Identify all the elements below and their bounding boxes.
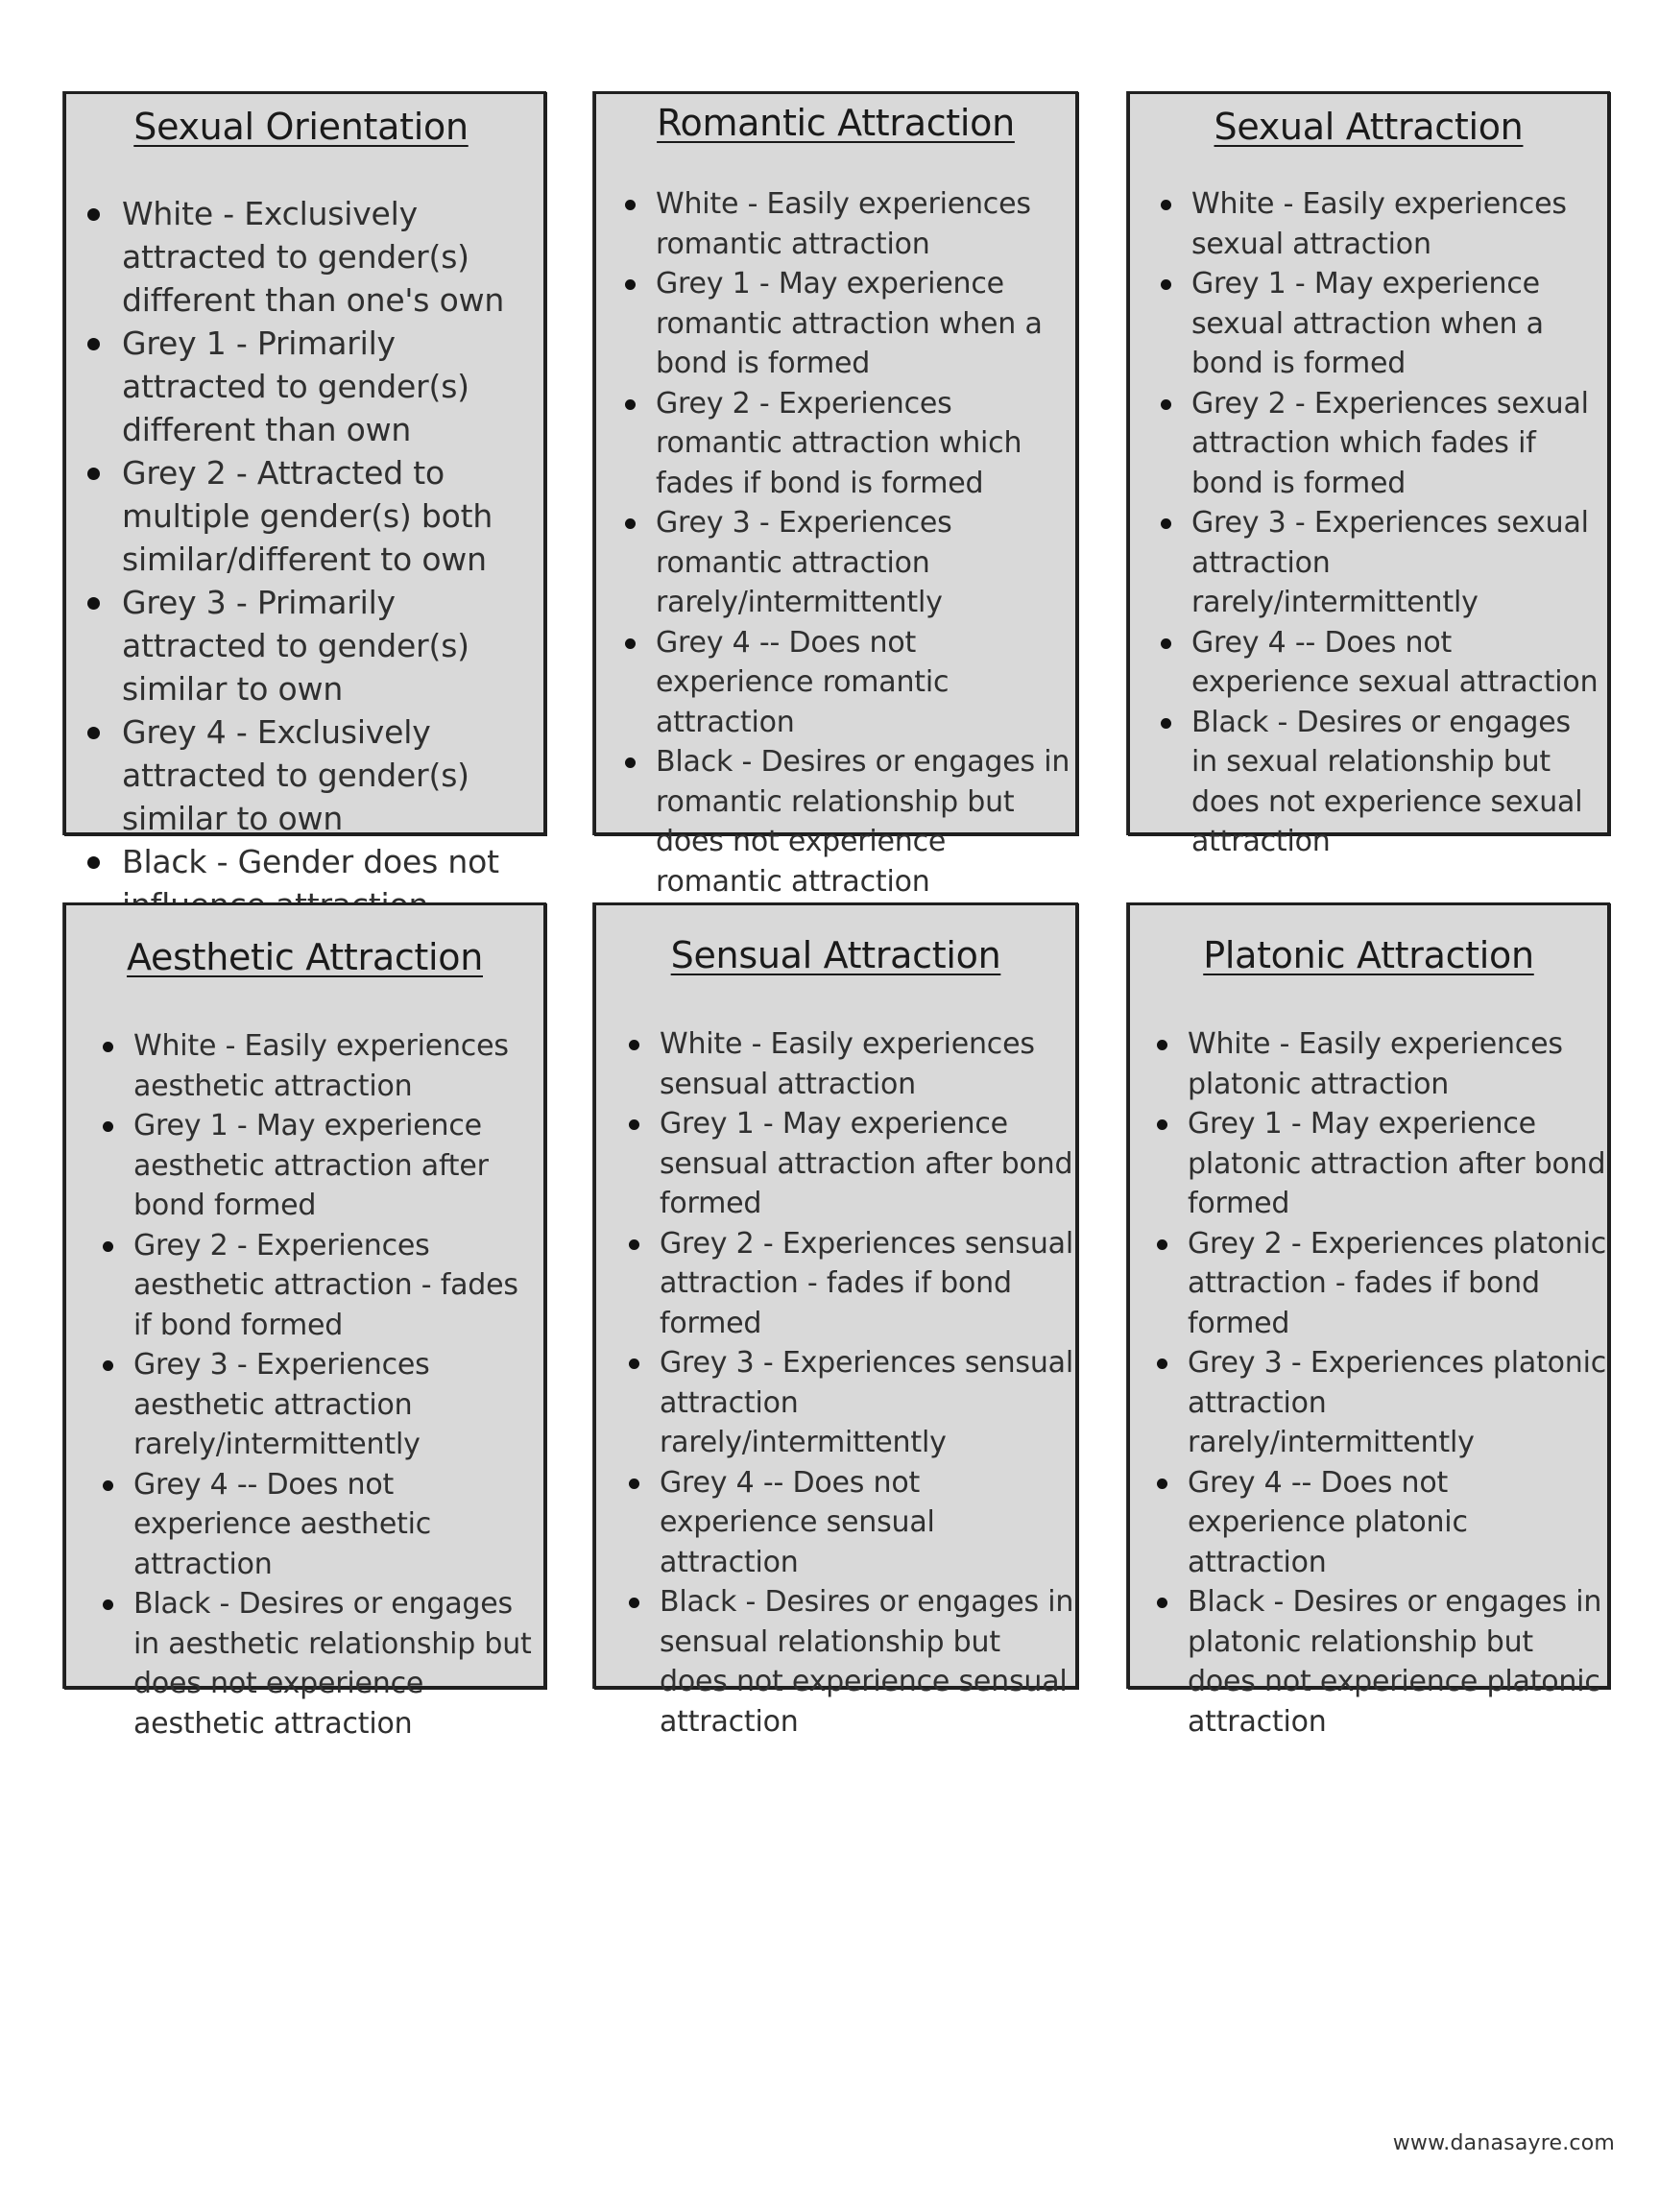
card-title: Aesthetic Attraction: [126, 936, 483, 978]
card-item-list: [596, 184, 1075, 902]
list-item: Grey 2 - Experiences romantic attraction which fades if bond is formed: [596, 384, 1075, 504]
list-item: White - Easily experiences sensual attraction: [596, 1024, 1075, 1104]
list-item: Grey 1 - May experience aesthetic attraction after bond formed: [66, 1106, 543, 1226]
card-title: Sensual Attraction: [670, 934, 1001, 976]
card-title: Sexual Orientation: [133, 106, 469, 148]
card-item-list: [1130, 1024, 1607, 1742]
list-item: Grey 4 - Exclusively attracted to gender(s) similar to own: [66, 710, 543, 840]
list-item: Grey 4 -- Does not experience romantic attraction: [596, 623, 1075, 743]
list-item: White - Exclusively attracted to gender(s) different than one's own: [66, 192, 543, 322]
list-item: Grey 2 - Experiences sexual attraction which fades if bond is formed: [1130, 384, 1607, 504]
list-item: Black - Desires or engages in aesthetic relationship but does not experience aesthetic attraction: [66, 1584, 543, 1743]
card-sexual-attraction: [1127, 91, 1610, 858]
card-title: Romantic Attraction: [657, 102, 1015, 144]
list-item: Grey 4 -- Does not experience platonic attraction: [1130, 1463, 1607, 1583]
list-item: Grey 3 - Experiences sensual attraction rarely/intermittently: [596, 1343, 1075, 1463]
card-sexual-orientation: [63, 91, 546, 880]
card-title: Platonic Attraction: [1203, 934, 1534, 976]
list-item: Grey 2 - Experiences aesthetic attraction - fades if bond formed: [66, 1226, 543, 1346]
list-item: Grey 1 - May experience romantic attraction when a bond is formed: [596, 264, 1075, 384]
footer-website-url: www.danasayre.com: [1392, 2131, 1615, 2155]
card-item-list: [1130, 184, 1607, 862]
list-item: Grey 2 - Experiences sensual attraction - fades if bond formed: [596, 1224, 1075, 1344]
list-item: Grey 3 - Experiences romantic attraction rarely/intermittently: [596, 503, 1075, 623]
card-romantic-attraction: [593, 91, 1078, 899]
list-item: Grey 1 - May experience sensual attraction after bond formed: [596, 1104, 1075, 1224]
list-item: White - Easily experiences aesthetic attraction: [66, 1026, 543, 1106]
card-sensual-attraction: [593, 902, 1078, 1739]
list-item: Grey 2 - Attracted to multiple gender(s) both similar/different to own: [66, 451, 543, 581]
list-item: Grey 3 - Primarily attracted to gender(s) similar to own: [66, 581, 543, 710]
card-item-list: [66, 192, 543, 926]
card-title: Sexual Attraction: [1214, 106, 1524, 148]
list-item: White - Easily experiences sexual attraction: [1130, 184, 1607, 264]
list-item: Grey 3 - Experiences aesthetic attraction rarely/intermittently: [66, 1345, 543, 1465]
list-item: Grey 1 - Primarily attracted to gender(s) different than own: [66, 322, 543, 451]
list-item: Black - Desires or engages in romantic relationship but does not experience romantic attraction: [596, 742, 1075, 902]
list-item: Grey 1 - May experience platonic attraction after bond formed: [1130, 1104, 1607, 1224]
card-item-list: [66, 1026, 543, 1743]
list-item: Grey 1 - May experience sexual attraction when a bond is formed: [1130, 264, 1607, 384]
list-item: Black - Desires or engages in platonic relationship but does not experience platonic attraction: [1130, 1582, 1607, 1742]
card-platonic-attraction: [1127, 902, 1610, 1739]
card-item-list: [596, 1024, 1075, 1742]
list-item: Grey 4 -- Does not experience sexual attraction: [1130, 623, 1607, 703]
list-item: Grey 4 -- Does not experience aesthetic attraction: [66, 1465, 543, 1585]
list-item: Black - Gender does not: [66, 840, 543, 926]
list-item: White - Easily experiences romantic attraction: [596, 184, 1075, 264]
list-item: Grey 4 -- Does not experience sensual attraction: [596, 1463, 1075, 1583]
card-aesthetic-attraction: [63, 902, 546, 1741]
list-item: White - Easily experiences platonic attraction: [1130, 1024, 1607, 1104]
list-item: Grey 3 - Experiences sexual attraction rarely/intermittently: [1130, 503, 1607, 623]
list-item: Black - Desires or engages in sensual relationship but does not experience sensual attraction: [596, 1582, 1075, 1742]
list-item: Grey 3 - Experiences platonic attraction rarely/intermittently: [1130, 1343, 1607, 1463]
list-item: Black - Desires or engages in sexual relationship but does not experience sexual attraction: [1130, 703, 1607, 862]
list-item: Grey 2 - Experiences platonic attraction - fades if bond formed: [1130, 1224, 1607, 1344]
